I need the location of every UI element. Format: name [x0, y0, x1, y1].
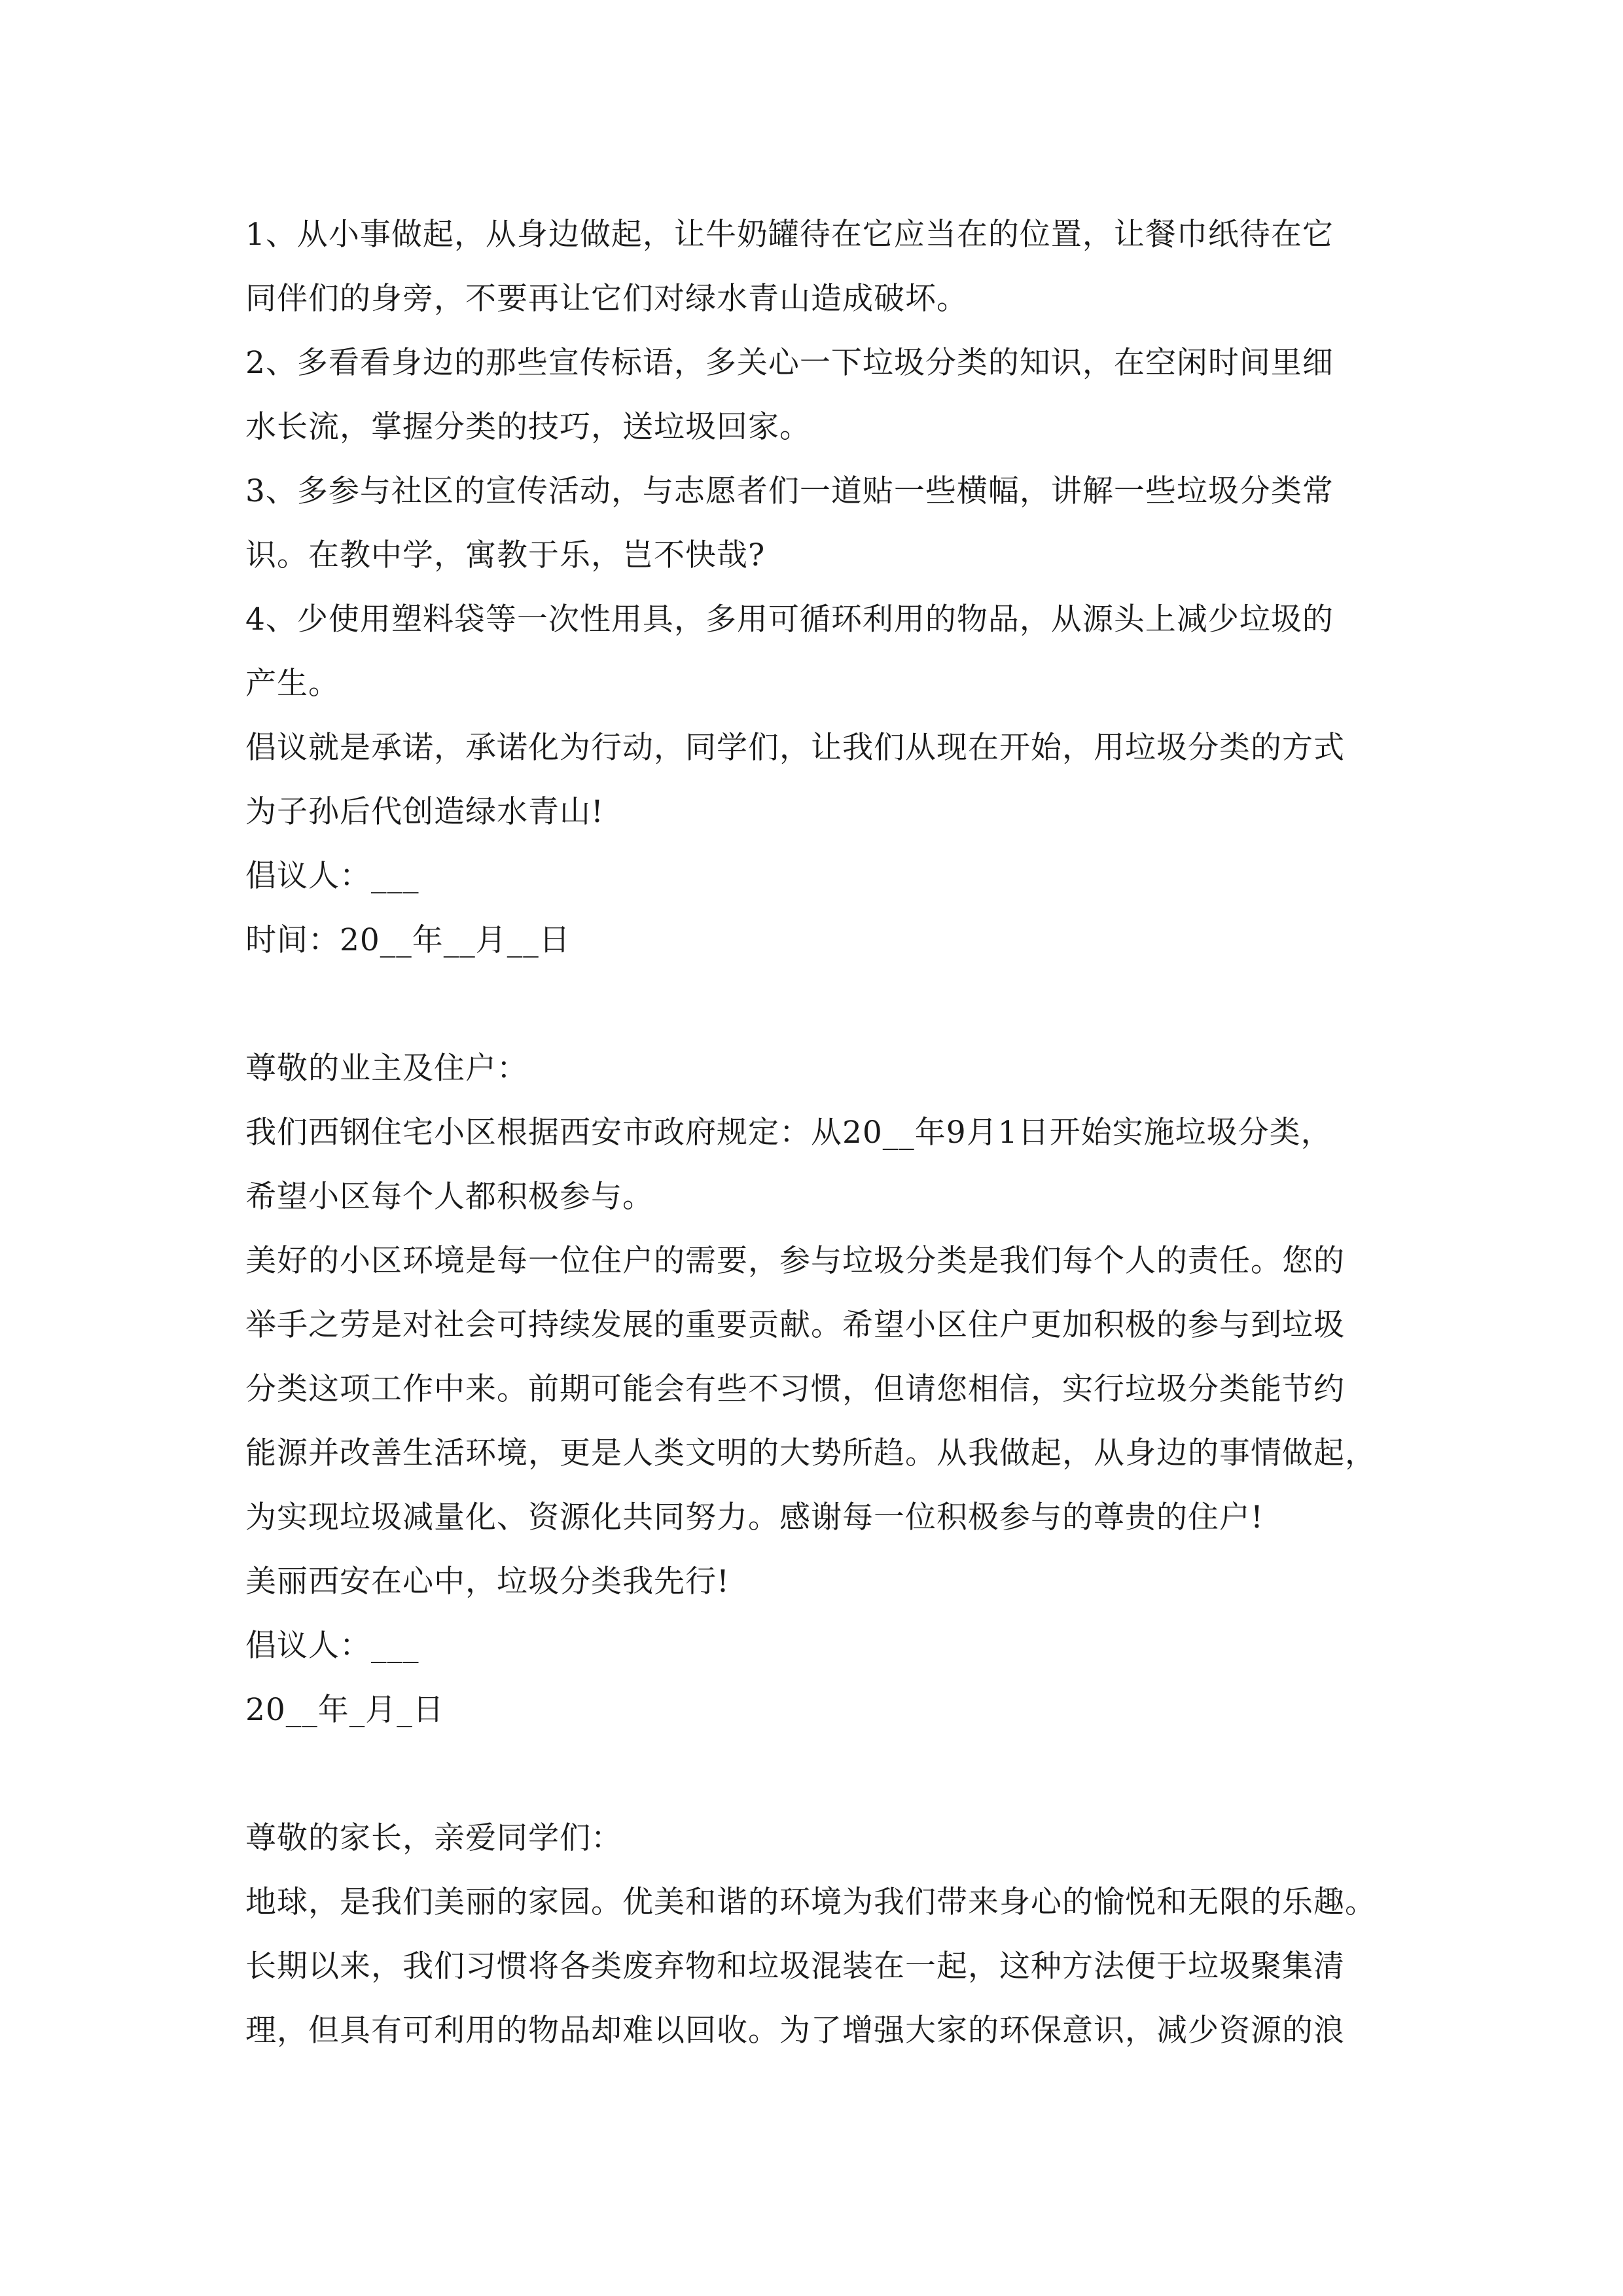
section-gap [245, 973, 1384, 1037]
text-line: 同伴们的身旁，不要再让它们对绿水青山造成破坏。 [245, 281, 968, 317]
text-line: 2、多看看身边的那些宣传标语，多关心一下垃圾分类的知识，在空闲时间里细 [245, 345, 1334, 381]
text-line: 1、从小事做起，从身边做起，让牛奶罐待在它应当在的位置，让餐巾纸待在它 [245, 217, 1334, 253]
text-line: 3、多参与社区的宣传活动，与志愿者们一道贴一些横幅，讲解一些垃圾分类常 [245, 473, 1334, 509]
text-line: 长期以来，我们习惯将各类废弃物和垃圾混装在一起，这种方法便于垃圾聚集清 [245, 1948, 1345, 1984]
section-gap [245, 1742, 1384, 1806]
text-line: 识。在教中学，寓教于乐，岂不快哉? [245, 537, 766, 573]
text-line: 分类这项工作中来。前期可能会有些不习惯，但请您相信，实行垃圾分类能节约 [245, 1371, 1345, 1407]
slogan-line: 美丽西安在心中，垃圾分类我先行! [245, 1564, 730, 1600]
date-line: 20__年_月_日 [245, 1692, 444, 1728]
text-line: 理，但具有可利用的物品却难以回收。为了增强大家的环保意识，减少资源的浪 [245, 2013, 1345, 2049]
proposer-line: 倡议人：___ [245, 1628, 419, 1664]
proposal-section-residents [245, 1037, 1384, 1742]
text-line: 美好的小区环境是每一位住户的需要，参与垃圾分类是我们每个人的责任。您的 [245, 1243, 1345, 1279]
proposal-section-parents [245, 1806, 1384, 2063]
proposal-section-students [245, 203, 1384, 973]
text-line: 为子孙后代创造绿水青山! [245, 794, 604, 830]
salutation: 尊敬的家长，亲爱同学们： [245, 1820, 622, 1856]
text-line: 为实现垃圾减量化、资源化共同努力。感谢每一位积极参与的尊贵的住户! [245, 1499, 1264, 1535]
text-line: 地球，是我们美丽的家园。优美和谐的环境为我们带来身心的愉悦和无限的乐趣。 [245, 1884, 1376, 1920]
salutation: 尊敬的业主及住户： [245, 1050, 528, 1086]
text-line: 产生。 [245, 666, 340, 702]
text-line: 希望小区每个人都积极参与。 [245, 1179, 654, 1215]
text-line: 举手之劳是对社会可持续发展的重要贡献。希望小区住户更加积极的参与到垃圾 [245, 1307, 1345, 1343]
text-line: 我们西钢住宅小区根据西安市政府规定：从20__年9月1日开始实施垃圾分类， [245, 1115, 1332, 1151]
text-line: 能源并改善生活环境，更是人类文明的大势所趋。从我做起，从身边的事情做起， [245, 1435, 1376, 1471]
text-line: 倡议就是承诺，承诺化为行动，同学们，让我们从现在开始，用垃圾分类的方式 [245, 730, 1345, 766]
proposer-line: 倡议人：___ [245, 858, 419, 894]
date-line: 时间：20__年__月__日 [245, 922, 571, 958]
text-line: 水长流，掌握分类的技巧，送垃圾回家。 [245, 409, 811, 445]
text-line: 4、少使用塑料袋等一次性用具，多用可循环利用的物品，从源头上减少垃圾的 [245, 601, 1334, 637]
document-body [245, 203, 1384, 2063]
